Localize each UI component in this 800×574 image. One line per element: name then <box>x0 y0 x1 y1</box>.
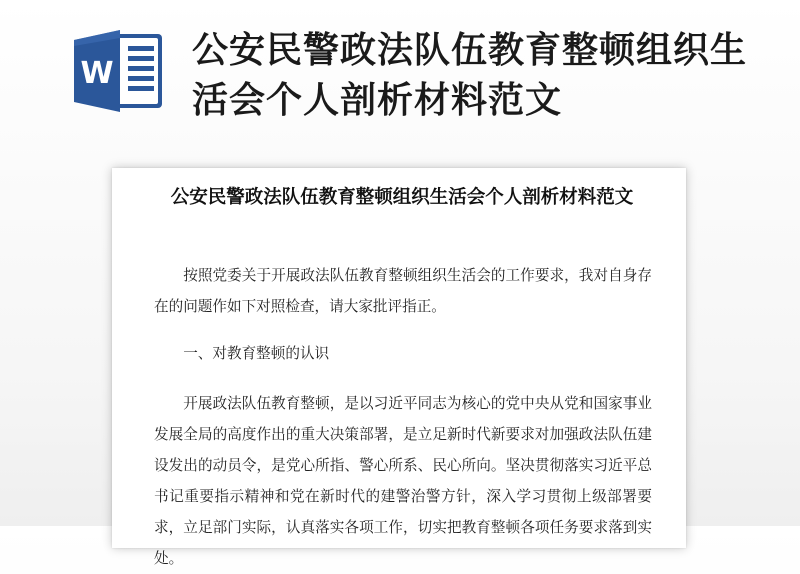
document-title: 公安民警政法队伍教育整顿组织生活会个人剖析材料范文 <box>170 187 634 208</box>
word-logo-letter: W <box>80 56 114 91</box>
section-heading: 一、对教育整顿的认识 <box>183 345 330 362</box>
banner <box>0 0 800 150</box>
paragraph-body: 开展政法队伍教育整顿，是以习近平同志为核心的党中央从党和国家事业发展全局的高度作出的重大决策部署，是立足新时代新要求对加强政法队伍建设发出的动员令，是党心所指、警心所系、民心所向。坚决贯彻落实习近平总书记重要指示精神和党在新时代的建警治警方针，深入学习贯彻上级部署要求，立足部门实际，认真落实各项工作，切实把教育整顿各项任务要求落到实处。 <box>154 395 652 567</box>
paragraph-intro: 按照党委关于开展政法队伍教育整顿组织生活会的工作要求，我对自身存在的问题作如下对照检查，请大家批评指正。 <box>154 267 652 315</box>
document-page <box>112 168 686 567</box>
banner-title: 公安民警政法队伍教育整顿组织生活会个人剖析材料范文 <box>192 30 748 121</box>
word-document-icon <box>74 28 166 114</box>
